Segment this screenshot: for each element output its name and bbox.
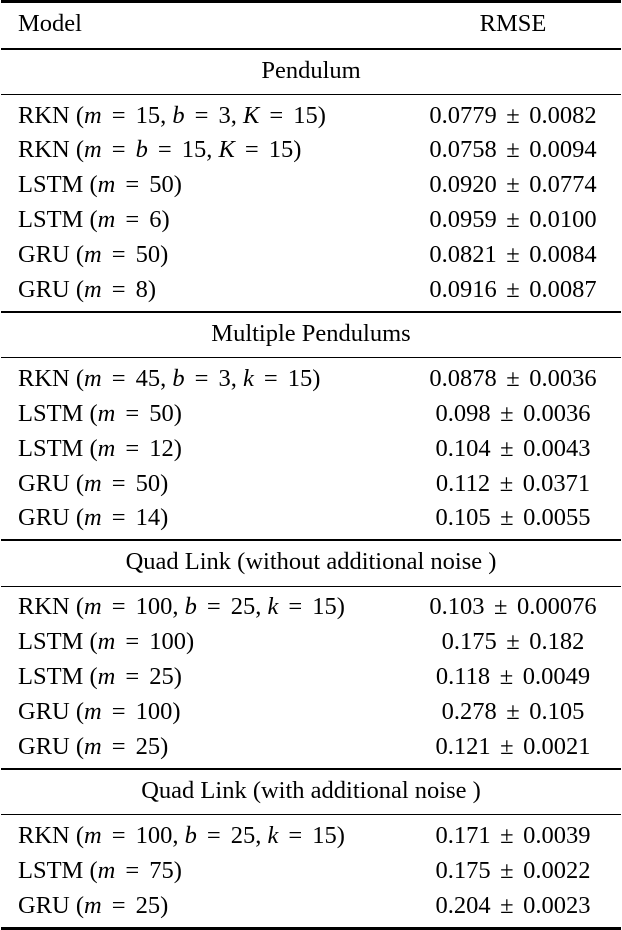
- table-row: [1, 888, 621, 928]
- model-cell: LSTM (m = 50): [18, 399, 182, 427]
- table-header-row: [1, 3, 621, 49]
- table-row: [1, 358, 621, 396]
- rmse-cell: 0.278 ± 0.105: [441, 698, 585, 725]
- rmse-cell: 0.105 ± 0.0055: [435, 504, 591, 532]
- table-row: [1, 730, 621, 769]
- model-cell: LSTM (m = 25): [18, 663, 182, 691]
- section-header-row: [1, 770, 621, 815]
- column-header-model: Model: [18, 10, 82, 37]
- rmse-cell: 0.103 ± 0.00076: [429, 593, 597, 621]
- rmse-cell: 0.171 ± 0.0039: [435, 821, 591, 849]
- rmse-cell: 0.098 ± 0.0036: [435, 399, 591, 427]
- table-row: [1, 168, 621, 203]
- model-cell: GRU (m = 50): [18, 241, 169, 268]
- table-row: [1, 238, 621, 273]
- table-row: [1, 95, 621, 133]
- model-cell: LSTM (m = 12): [18, 434, 182, 462]
- model-cell: LSTM (m = 50): [18, 171, 182, 199]
- model-cell: LSTM (m = 6): [18, 206, 170, 234]
- rmse-cell: 0.0821 ± 0.0084: [429, 241, 597, 268]
- model-cell: GRU (m = 8): [18, 275, 157, 303]
- rmse-cell: 0.175 ± 0.0022: [435, 856, 591, 884]
- model-cell: RKN (m = 45, b = 3, k = 15): [18, 364, 321, 392]
- rmse-cell: 0.104 ± 0.0043: [435, 434, 591, 462]
- rmse-cell: 0.0878 ± 0.0036: [429, 364, 597, 392]
- section-title: Multiple Pendulums: [211, 319, 411, 347]
- column-header-rmse: RMSE: [479, 10, 547, 37]
- model-cell: RKN (m = 100, b = 25, k = 15): [18, 593, 345, 621]
- table-rule-bottom: [1, 928, 621, 930]
- section-header-row: [1, 50, 621, 95]
- table-row: [1, 397, 621, 432]
- model-cell: GRU (m = 25): [18, 732, 169, 760]
- rmse-cell: 0.0758 ± 0.0094: [429, 136, 597, 164]
- table-row: [1, 203, 621, 238]
- model-cell: RKN (m = 15, b = 3, K = 15): [18, 101, 326, 129]
- table-row: [1, 625, 621, 660]
- rmse-cell: 0.0779 ± 0.0082: [429, 101, 597, 129]
- model-cell: GRU (m = 100): [18, 698, 181, 725]
- rmse-cell: 0.0920 ± 0.0774: [429, 171, 597, 199]
- rmse-cell: 0.175 ± 0.182: [441, 628, 585, 656]
- rmse-cell: 0.121 ± 0.0021: [435, 732, 591, 760]
- model-cell: GRU (m = 25): [18, 891, 169, 919]
- model-cell: LSTM (m = 75): [18, 856, 182, 884]
- table-row: [1, 695, 621, 730]
- rmse-cell: 0.0959 ± 0.0100: [429, 206, 597, 234]
- section-header-row: [1, 313, 621, 358]
- table-row: [1, 501, 621, 540]
- rmse-cell: 0.118 ± 0.0049: [435, 663, 591, 691]
- table-row: [1, 660, 621, 695]
- table-row: [1, 133, 621, 168]
- table-row: [1, 273, 621, 312]
- model-cell: RKN (m = b = 15, K = 15): [18, 136, 302, 164]
- table-row: [1, 466, 621, 501]
- model-cell: RKN (m = 100, b = 25, k = 15): [18, 821, 345, 849]
- rmse-cell: 0.112 ± 0.0371: [435, 469, 591, 497]
- model-cell: GRU (m = 14): [18, 504, 169, 532]
- table-row: [1, 431, 621, 466]
- rmse-cell: 0.0916 ± 0.0087: [429, 275, 597, 303]
- section-title: Quad Link (with additional noise ): [141, 776, 481, 804]
- results-table: [1, 0, 621, 930]
- table-row: [1, 587, 621, 625]
- table-row: [1, 815, 621, 853]
- section-title: Pendulum: [261, 56, 361, 84]
- section-header-row: [1, 541, 621, 586]
- model-cell: LSTM (m = 100): [18, 628, 195, 656]
- model-cell: GRU (m = 50): [18, 469, 169, 497]
- section-title: Quad Link (without additional noise ): [125, 548, 497, 576]
- rmse-cell: 0.204 ± 0.0023: [435, 891, 591, 919]
- table-row: [1, 854, 621, 889]
